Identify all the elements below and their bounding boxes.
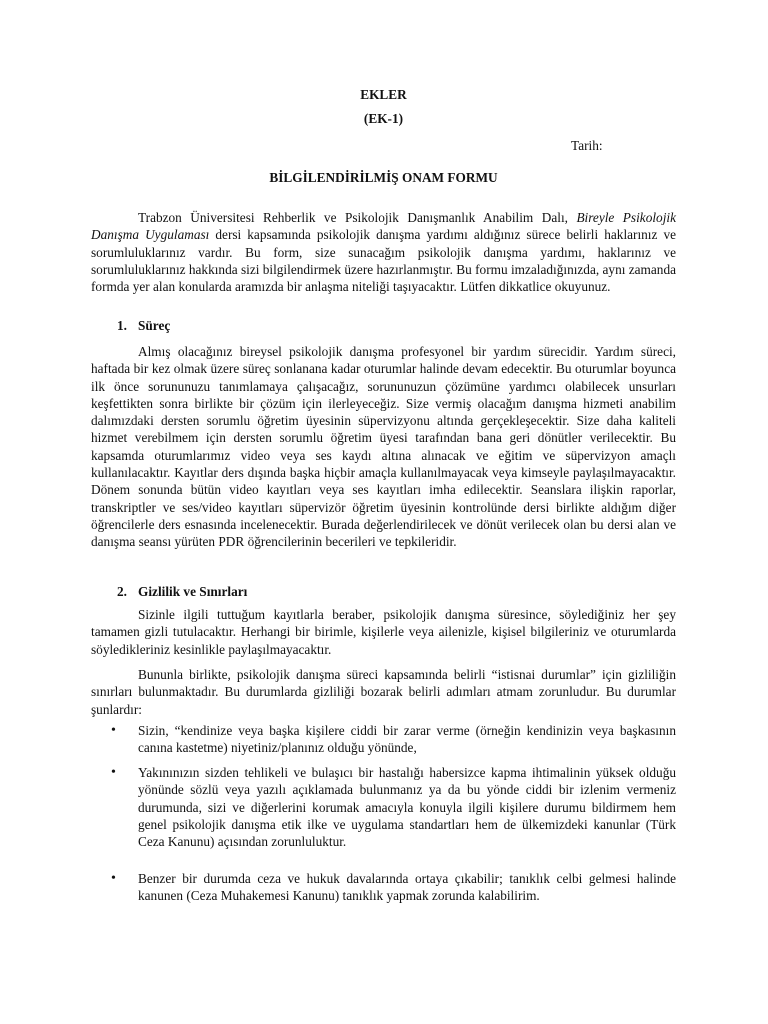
document-code: (EK-1): [363, 111, 404, 126]
intro-text-2: dersi kapsamında psikolojik danışma yardımı aldığınız sürece belirli haklarınız ve sorumluluklarınız vardır. Bu form, size sunacağım psikolojik danışma yardımı, haklarınız ve sorumluluklarınız hakkında sizi bilgilendirmek üzere hazırlanmıştır. Bu formu imzaladığınızda, aynı zamanda formda yer alan konularda aramızda bir anlaşma niteliği taşıyacaktır. Lütfen dikkatlice okuyunuz.: [91, 227, 677, 295]
list-item-text: Benzer bir durumda ceza ve hukuk davalarında ortaya çıkabilir; tanıklık celbi gelmesi halinde kanunen (Ceza Muhakemesi Kanunu) tanıklık yapmak zorunda kalabilirim.: [138, 871, 676, 904]
section-1-paragraph: Almış olacağınız bireysel psikolojik danışma profesyonel bir yardım sürecidir. Yardım süreci, haftada bir kez olmak üzere süreç sonlanana kadar oturumlar halinde devam edecektir. Bu oturumlar boyunca ilk önce sorununuzu tanımlamaya çalışacağız, sorununuzun çözümüne yardımcı olabilecek unsurları keşfettikten sonra birlikte bir çözüm için ilerleyeceğiz. Size vermiş olacağım danışma hizmeti anabilim dalımızdaki dersten sorumlu öğretim üyesinin süpervizyonu altında gerçekleşecektir. Size daha kaliteli hizmet verebilmem için dersten sorumlu öğretim üyesi tarafından bana geri dönütler verilecektir. Bu kapsamda oturumlarımız video veya ses kaydı altına alınacak ve eğitim ve süpervizyon amaçlı kullanılacaktır. Kayıtlar ders dışında başka hiçbir amaçla kullanılmayacak veya kimseyle paylaşılmayacaktır. Dönem sonunda bütün video kayıtları veya ses kayıtları imha edilecektir. Seanslara ilişkin raporlar, transkriptler ve ses/video kayıtları süpervizör öğretim üyesinin kontrolünde dersi birlikte aldığım diğer öğrencilerle ders esnasında incelenecektir. Burada değerlendirilecek ve dönüt verilecek olan bu dersi alan ve danışma seansı yürüten PDR öğrencilerinin becerileri ve tepkileridir.: [91, 344, 676, 550]
date-label: Tarih:: [571, 138, 603, 153]
section-title: Süreç: [138, 318, 171, 333]
document-title: EKLER: [360, 87, 407, 102]
form-title: BİLGİLENDİRİLMİŞ ONAM FORMU: [269, 170, 498, 185]
list-item: [91, 764, 676, 850]
list-item: [91, 722, 676, 757]
bullet-icon: •: [111, 723, 116, 738]
list-item-text: Sizin, “kendinize veya başka kişilere ciddi bir zarar verme (örneğin kendinizin veya başkasının canına kastetme) niyetiniz/planınız olduğu yönünde,: [138, 723, 676, 756]
section-title: Gizlilik ve Sınırları: [138, 584, 248, 599]
bullet-icon: •: [111, 871, 116, 886]
intro-text-1: Trabzon Üniversitesi Rehberlik ve Psikolojik Danışmanlık Anabilim Dalı,: [138, 210, 577, 225]
section-heading-2: [117, 583, 247, 600]
course-name: Bireyle Psikolojik Danışma Uygulaması: [91, 210, 676, 243]
list-item: [91, 870, 676, 905]
section-heading-1: [117, 317, 170, 334]
list-item-text: Yakınınızın sizden tehlikeli ve bulaşıcı bir hastalığı habersizce kapma ihtimalinin yüksek olduğu yönünde sözlü veya yazılı açıklamada bulunmanız ya da bu yönde ciddi bir izlenim vermeniz durumunda, sizi ve diğerlerini korumak amacıyla konuyla ilgili kişilere durumu bildirmem hem genel psikolojik danışma etik ilke ve uygulama standartları hem de ülkemizdeki kanunlar (Türk Ceza Kanunu) açısından zorunluluktur.: [138, 765, 676, 850]
bullet-icon: •: [111, 765, 116, 780]
intro-paragraph: [91, 209, 676, 295]
section-number: 2.: [117, 584, 127, 599]
section-2-paragraph-2: Bununla birlikte, psikolojik danışma süreci kapsamında belirli “istisnai durumlar” için gizliliğin sınırları bulunmaktadır. Bu durumlarda gizliliği bozarak belirli adımları atmam zorunludur. Bu durumlar şunlardır:: [91, 667, 676, 717]
section-number: 1.: [117, 318, 127, 333]
section-2-paragraph-1: Sizinle ilgili tuttuğum kayıtlarla beraber, psikolojik danışma süresince, söylediğiniz her şey tamamen gizli tutulacaktır. Herhangi bir birimle, kişilerle veya ailenizle, kişisel bilgileriniz ve oturumlarda söyledikleriniz kesinlikle paylaşılmayacaktır.: [91, 607, 676, 657]
